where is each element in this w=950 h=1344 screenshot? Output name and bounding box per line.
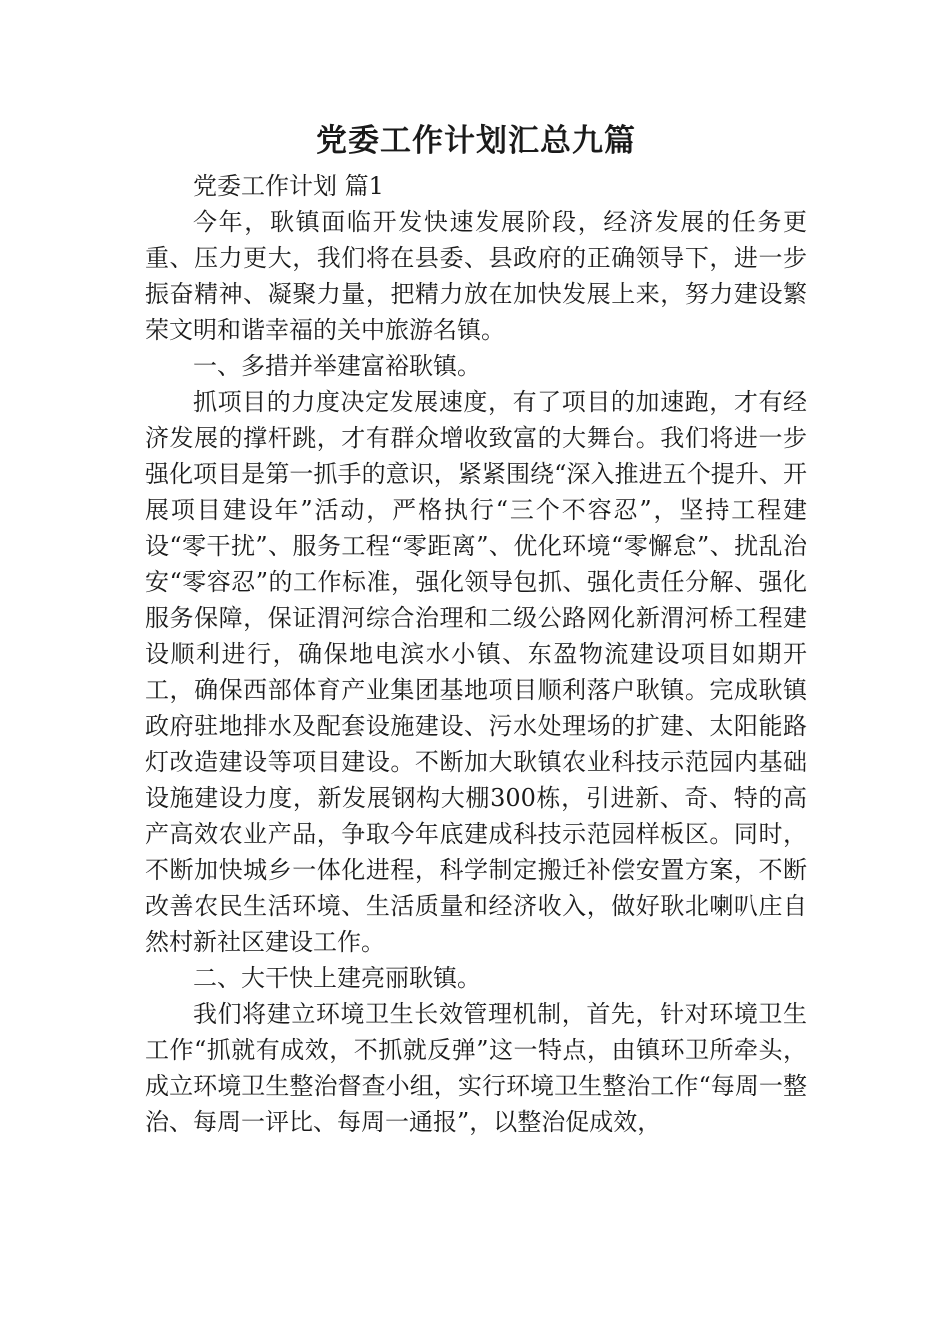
section-heading-1: 党委工作计划 篇1 — [193, 172, 384, 200]
body-paragraph: 抓项目的力度决定发展速度，有了项目的加速跑，才有经济发展的撑杆跳，才有群众增收致富的大舞台。我们将进一步强化项目是第一抓手的意识，紧紧围绕“深入推进五个提升、开展项目建设年”活动，严格执行“三个不容忍”，坚持工程建设“零干扰”、服务工程“零距离”、优化环境“零懈怠”、扰乱治安“零容忍”的工作标准，强化领导包抓、强化责任分解、强化服务保障，保证渭河综合治理和二级公路网化新渭河桥工程建设顺利进行，确保地电滨水小镇、东盈物流建设项目如期开工，确保西部体育产业集团基地项目顺利落户耿镇。完成耿镇政府驻地排水及配套设施建设、污水处理场的扩建、太阳能路灯改造建设等项目建设。不断加大耿镇农业科技示范园内基础设施建设力度，新发展钢构大棚300栋，引进新、奇、特的高产高效农业产品，争取今年底建成科技示范园样板区。同时，不断加快城乡一体化进程，科学制定搬迁补偿安置方案，不断改善农民生活环境、生活质量和经济收入，做好耿北喇叭庄自然村新社区建设工作。 — [145, 388, 807, 956]
body-paragraph: 我们将建立环境卫生长效管理机制，首先，针对环境卫生工作“抓就有成效，不抓就反弹”这一特点，由镇环卫所牵头，成立环境卫生整治督查小组，实行环境卫生整治工作“每周一整治、每周一评比、每周一通报”，以整治促成效， — [145, 1000, 807, 1136]
subsection-heading: 一、多措并举建富裕耿镇。 — [193, 352, 481, 380]
subsection-heading: 二、大干快上建亮丽耿镇。 — [193, 964, 481, 992]
document-title: 党委工作计划汇总九篇 — [316, 123, 636, 159]
body-paragraph: 今年，耿镇面临开发快速发展阶段，经济发展的任务更重、压力更大，我们将在县委、县政府的正确领导下，进一步振奋精神、凝聚力量，把精力放在加快发展上来，努力建设繁荣文明和谐幸福的关中旅游名镇。 — [145, 208, 807, 344]
document-page — [145, 118, 807, 1140]
